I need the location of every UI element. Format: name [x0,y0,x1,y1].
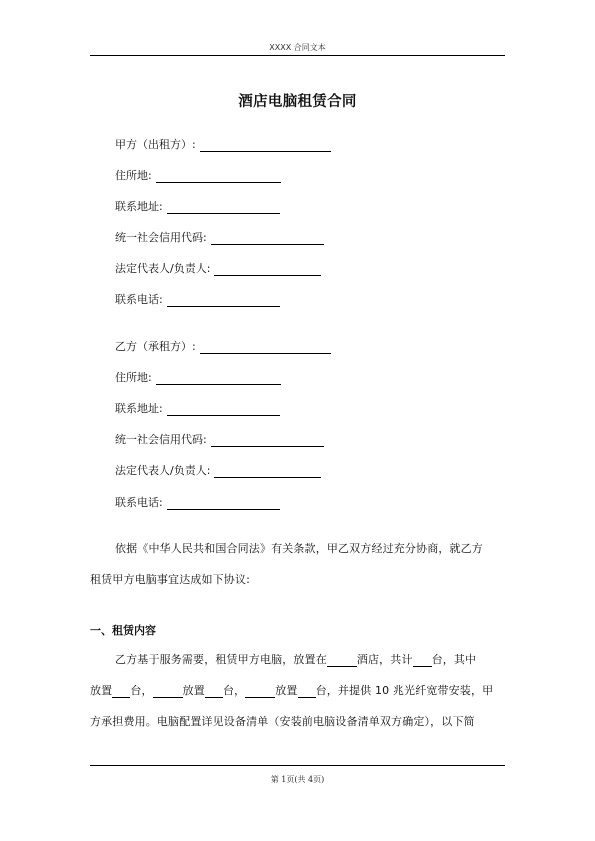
intro-line-1: 依据《中华人民共和国合同法》有关条款，甲乙双方经过充分协商，就乙方 [115,542,483,555]
count-blank-3 [298,686,316,698]
section-1-line-3: 方承担费用。电脑配置详见设备清单（安装前电脑设备清单双方确定），以下简 [90,715,475,728]
location-blank-2 [153,686,183,698]
section-1-line-2-part-d: 台， [222,684,246,697]
party-a-contact-address-blank [167,201,280,214]
hotel-name-blank [327,655,357,667]
party-b-contact-address-label: 联系地址: [115,402,163,415]
party-b-address-blank [156,372,281,385]
section-1-line-2 [90,684,493,698]
party-a-address-field [115,169,281,183]
party-a-name-field [115,138,331,152]
party-a-phone-field [115,293,280,307]
section-1-line-2-part-a: 放置 [90,684,113,697]
section-1-line-1 [115,653,476,667]
party-a-name-blank [200,139,331,152]
section-1-line-1-part-c: 台，其中 [431,653,477,666]
party-b-name-blank [200,341,331,354]
party-b-address-label: 住所地: [115,371,152,384]
party-a-representative-field [115,262,321,276]
section-1-line-1-part-b: 酒店，共计 [356,653,413,666]
footer-divider [90,765,505,766]
party-a-contact-address-label: 联系地址: [115,200,163,213]
party-b-name-field [115,340,331,354]
party-b-credit-code-field [115,433,324,447]
party-a-phone-blank [167,294,280,307]
party-a-representative-blank [214,263,321,276]
party-b-contact-address-blank [167,403,280,416]
party-b-representative-blank [214,465,321,478]
party-b-contact-address-field [115,402,280,416]
count-blank-2 [205,686,223,698]
section-1-line-2-part-f: 台，并提供 10 兆光纤宽带安装，甲 [315,684,494,697]
party-b-name-label: 乙方（承租方）: [115,340,196,353]
party-a-credit-code-label: 统一社会信用代码: [115,231,207,244]
party-b-phone-label: 联系电话: [115,496,163,509]
party-b-credit-code-blank [211,434,324,447]
party-a-credit-code-blank [211,232,324,245]
section-1-line-2-part-b: 台， [130,684,153,697]
party-b-credit-code-label: 统一社会信用代码: [115,433,207,446]
party-a-phone-label: 联系电话: [115,293,163,306]
section-1-line-2-part-e: 放置 [275,684,298,697]
document-title: 酒店电脑租赁合同 [238,94,357,110]
header-divider [90,55,505,56]
party-b-phone-blank [167,497,280,510]
party-a-address-label: 住所地: [115,169,152,182]
location-blank-3 [245,686,275,698]
intro-line-2: 租赁甲方电脑事宜达成如下协议: [90,573,250,586]
page-number: 第 1页(共 4页) [270,775,325,784]
party-b-representative-field [115,464,321,478]
section-1-line-1-part-a: 乙方基于服务需要，租赁甲方电脑，放置在 [115,653,327,666]
section-1-heading: 一、租赁内容 [90,624,156,637]
page-header: XXXX 合同文本 [269,43,326,52]
party-a-representative-label: 法定代表人/负责人: [115,262,211,275]
party-a-address-blank [156,170,281,183]
total-count-blank [413,655,432,667]
section-1-line-2-part-c: 放置 [182,684,205,697]
party-b-phone-field [115,496,280,510]
party-a-contact-address-field [115,200,280,214]
party-a-name-label: 甲方（出租方）: [115,138,196,151]
count-blank-1 [112,686,130,698]
party-a-credit-code-field [115,231,324,245]
party-b-address-field [115,371,281,385]
party-b-representative-label: 法定代表人/负责人: [115,464,211,477]
